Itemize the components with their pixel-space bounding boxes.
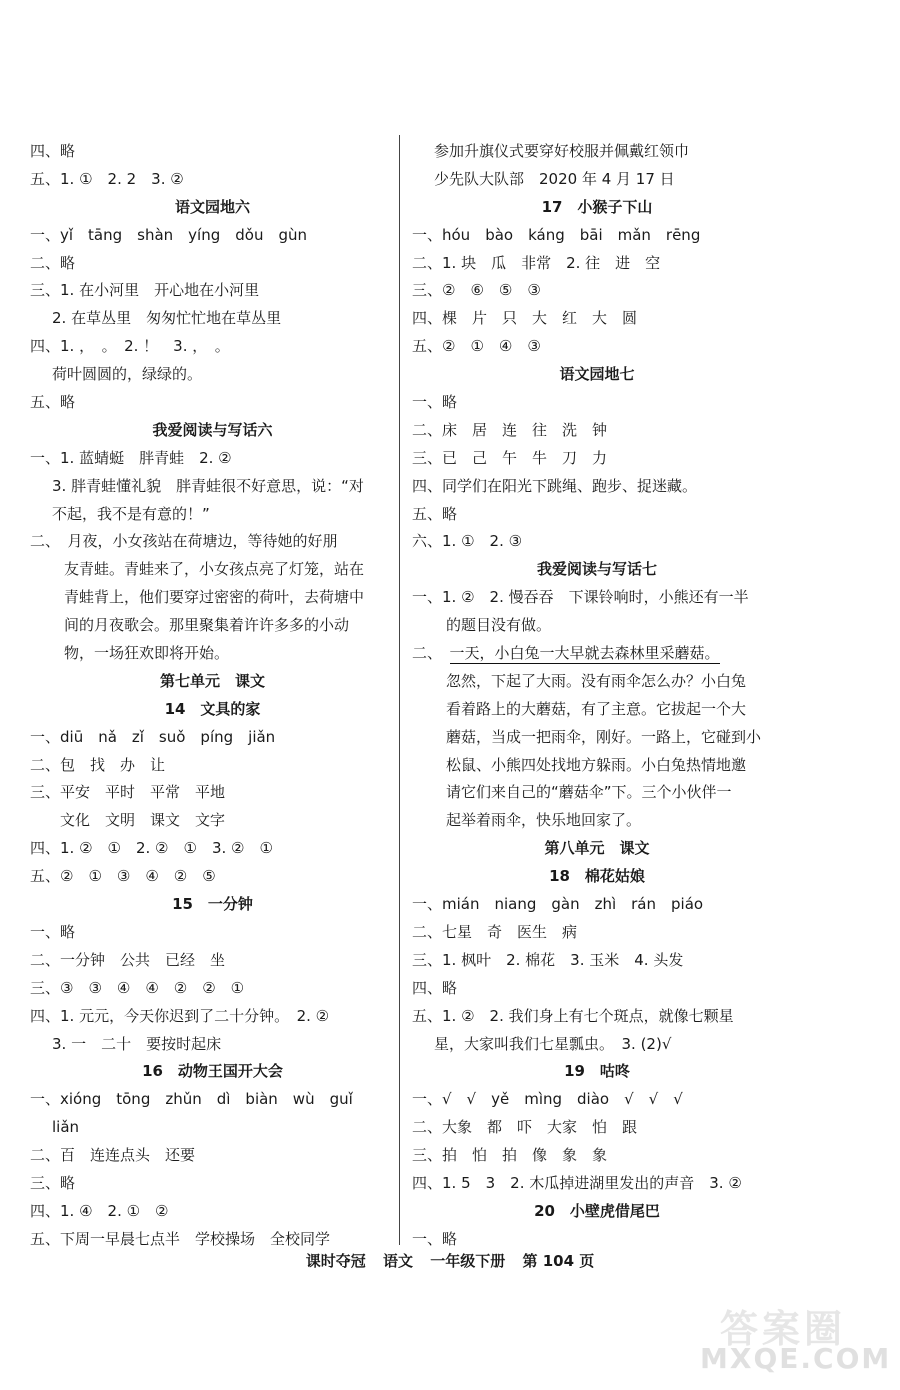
answer-line xyxy=(30,835,395,863)
left-column xyxy=(30,138,395,1254)
line-text: 请它们来自己的“蘑菇伞”下。三个小伙伴一 xyxy=(446,783,732,802)
answer-line xyxy=(412,445,782,473)
footer-subject: 语文 xyxy=(382,1252,413,1270)
answer-line xyxy=(412,528,782,556)
section-heading xyxy=(412,361,782,389)
line-text: 物，一场狂欢即将开始。 xyxy=(64,644,230,663)
line-text: 二、百 连连点头 还要 xyxy=(30,1146,196,1165)
answer-line xyxy=(412,417,782,445)
line-text: 二、略 xyxy=(30,253,76,272)
answer-line xyxy=(30,1086,395,1114)
line-text: 3. 一 二十 要按时起床 xyxy=(52,1034,222,1053)
line-text: 二、 月夜，小女孩站在荷塘边，等待她的好朋 xyxy=(30,532,338,551)
watermark xyxy=(700,1298,890,1383)
answer-line xyxy=(30,138,395,166)
line-text: 四、1. 元元，今天你迟到了二十分钟。 2. ② xyxy=(30,1006,330,1025)
answer-line xyxy=(412,138,782,166)
line-text: 四、棵 片 只 大 红 大 圆 xyxy=(412,309,638,328)
answer-line xyxy=(412,1031,782,1059)
answer-line xyxy=(30,361,395,389)
section-heading xyxy=(412,1198,782,1226)
line-text: 二、 xyxy=(412,644,450,663)
answer-line xyxy=(412,473,782,501)
line-text: 起举着雨伞，快乐地回家了。 xyxy=(446,811,642,830)
answer-line xyxy=(30,1170,395,1198)
answer-line xyxy=(412,1170,782,1198)
line-text: 四、同学们在阳光下跳绳、跑步、捉迷藏。 xyxy=(412,476,698,495)
line-text: 四、1. 5 3 2. 木瓜掉进湖里发出的声音 3. ② xyxy=(412,1173,742,1192)
line-text: 文化 文明 课文 文字 xyxy=(60,811,226,830)
line-text: 五、1. ② 2. 我们身上有七个斑点，就像七颗星 xyxy=(412,1006,734,1025)
line-text: 一、√ √ yě mìng diào √ √ √ xyxy=(412,1090,683,1109)
line-text: 14 文具的家 xyxy=(164,699,261,718)
section-heading xyxy=(30,194,395,222)
answer-line xyxy=(30,975,395,1003)
answer-line xyxy=(30,807,395,835)
answer-line xyxy=(412,501,782,529)
answer-line xyxy=(30,250,395,278)
answer-line xyxy=(412,222,782,250)
line-text: 三、略 xyxy=(30,1173,76,1192)
answer-line xyxy=(30,1003,395,1031)
answer-line xyxy=(412,1003,782,1031)
answer-line xyxy=(412,919,782,947)
page-footer xyxy=(0,1250,900,1271)
line-text: 语文园地六 xyxy=(174,197,250,216)
answer-line xyxy=(30,1114,395,1142)
line-text: 三、平安 平时 平常 平地 xyxy=(30,783,226,802)
line-text: 15 一分钟 xyxy=(172,895,253,914)
line-text: 五、略 xyxy=(412,504,458,523)
section-heading xyxy=(30,668,395,696)
line-text: 一、diū nǎ zǐ suǒ píng jiǎn xyxy=(30,727,276,746)
line-text: 四、1. ④ 2. ① ② xyxy=(30,1201,169,1220)
line-text: 三、② ⑥ ⑤ ③ xyxy=(412,281,541,300)
line-text: 一、hóu bào káng bāi mǎn rēng xyxy=(412,225,701,244)
answer-line xyxy=(412,779,782,807)
line-text: 忽然，下起了大雨。没有雨伞怎么办？小白兔 xyxy=(446,671,747,690)
answer-line xyxy=(412,947,782,975)
answer-line xyxy=(412,696,782,724)
line-text: 看着路上的大蘑菇，有了主意。它拔起一个大 xyxy=(446,699,747,718)
line-text: 五、1. ① 2. 2 3. ② xyxy=(30,169,184,188)
answer-line xyxy=(412,668,782,696)
answer-line xyxy=(412,724,782,752)
answer-line xyxy=(412,333,782,361)
answer-line xyxy=(30,1031,395,1059)
section-heading xyxy=(30,891,395,919)
section-heading xyxy=(30,1058,395,1086)
line-text: 二、床 居 连 往 洗 钟 xyxy=(412,420,608,439)
section-heading xyxy=(412,556,782,584)
line-text: 三、1. 枫叶 2. 棉花 3. 玉米 4. 头发 xyxy=(412,950,684,969)
answer-line xyxy=(412,1142,782,1170)
line-text: 间的月夜歌会。那里聚集着许许多多的小动 xyxy=(64,616,350,635)
answer-line xyxy=(30,333,395,361)
line-text: 一、略 xyxy=(30,922,76,941)
line-text: 二、大象 都 吓 大家 怕 跟 xyxy=(412,1118,638,1137)
answer-line xyxy=(30,863,395,891)
line-text: 一、略 xyxy=(412,1229,458,1248)
footer-grade: 一年级下册 xyxy=(430,1252,506,1270)
line-text: 第八单元 课文 xyxy=(544,839,650,858)
line-text: 一、xióng tōng zhǔn dì biàn wù guǐ xyxy=(30,1090,353,1109)
line-text: 一、yǐ tāng shàn yíng dǒu gùn xyxy=(30,225,307,244)
answer-line xyxy=(30,277,395,305)
answer-line xyxy=(30,752,395,780)
answer-line xyxy=(30,1142,395,1170)
line-text: 一、1. 蓝蜻蜓 胖青蛙 2. ② xyxy=(30,448,232,467)
answer-line xyxy=(412,584,782,612)
answer-line xyxy=(412,975,782,1003)
line-text: 荷叶圆圆的，绿绿的。 xyxy=(52,365,203,384)
line-text: 友青蛙。青蛙来了，小女孩点亮了灯笼，站在 xyxy=(64,560,365,579)
line-text: 一、1. ② 2. 慢吞吞 下课铃响时，小熊还有一半 xyxy=(412,588,749,607)
line-text: 20 小壁虎借尾巴 xyxy=(534,1201,660,1220)
answer-line xyxy=(30,556,395,584)
answer-line xyxy=(412,305,782,333)
line-text: 18 棉花姑娘 xyxy=(549,867,645,886)
line-text: 2. 在草丛里 匆匆忙忙地在草丛里 xyxy=(52,309,282,328)
answer-line xyxy=(412,250,782,278)
answer-line xyxy=(412,1114,782,1142)
section-heading xyxy=(30,417,395,445)
line-text: 二、七星 奇 医生 病 xyxy=(412,922,578,941)
answer-line xyxy=(412,752,782,780)
line-text: 参加升旗仪式要穿好校服并佩戴红领巾 xyxy=(434,142,690,160)
right-column xyxy=(412,138,782,1254)
line-text: liǎn xyxy=(52,1118,80,1137)
line-text: 三、已 己 午 牛 刀 力 xyxy=(412,448,608,467)
answer-line xyxy=(412,640,782,668)
answer-line xyxy=(30,947,395,975)
line-text: 二、包 找 办 让 xyxy=(30,755,166,774)
line-text: 我爱阅读与写话六 xyxy=(152,420,273,439)
section-heading xyxy=(412,194,782,222)
footer-page-number: 第 104 页 xyxy=(522,1252,595,1270)
watermark-site: MXQE.COM xyxy=(700,1342,892,1375)
section-heading xyxy=(412,863,782,891)
line-text: 少先队大队部 2020 年 4 月 17 日 xyxy=(434,169,675,188)
answer-line xyxy=(412,807,782,835)
line-text: 五、略 xyxy=(30,393,76,412)
answer-line xyxy=(30,1198,395,1226)
line-text: 的题目没有做。 xyxy=(446,616,552,635)
answer-line xyxy=(30,724,395,752)
line-text: 一、mián niang gàn zhì rán piáo xyxy=(412,895,704,914)
answer-line xyxy=(30,501,395,529)
line-text: 三、1. 在小河里 开心地在小河里 xyxy=(30,281,260,300)
section-heading xyxy=(412,1058,782,1086)
section-heading xyxy=(30,696,395,724)
answer-line xyxy=(412,277,782,305)
answer-line xyxy=(30,528,395,556)
line-text: 五、② ① ③ ④ ② ⑤ xyxy=(30,867,216,886)
line-text: 三、③ ③ ④ ④ ② ② ① xyxy=(30,978,245,997)
line-text: 五、② ① ④ ③ xyxy=(412,337,541,356)
watermark-logo: 答案圈 xyxy=(720,1307,847,1351)
answer-line xyxy=(412,1086,782,1114)
answer-line xyxy=(30,584,395,612)
line-text: 四、略 xyxy=(30,142,76,160)
footer-brand: 课时夺冠 xyxy=(305,1252,366,1270)
answer-line xyxy=(30,612,395,640)
line-text: 一、略 xyxy=(412,393,458,412)
line-text: 17 小猴子下山 xyxy=(541,197,653,216)
answer-line xyxy=(30,473,395,501)
line-text: 三、拍 怕 拍 像 象 象 xyxy=(412,1146,608,1165)
line-text: 四、1. ， 。 2. ！ 3. ， 。 xyxy=(30,337,230,356)
line-text: 第七单元 课文 xyxy=(159,671,265,690)
underlined-sentence: 一天，小白兔一大早就去森林里采蘑菇。 xyxy=(449,644,720,663)
answer-line xyxy=(412,612,782,640)
line-text: 蘑菇，当成一把雨伞，刚好。一路上，它碰到小 xyxy=(446,727,762,746)
answer-line xyxy=(412,166,782,194)
line-text: 语文园地七 xyxy=(559,365,635,384)
line-text: 3. 胖青蛙懂礼貌 胖青蛙很不好意思，说：“对 xyxy=(52,476,364,495)
line-text: 我爱阅读与写话七 xyxy=(536,560,657,579)
line-text: 四、略 xyxy=(412,978,458,997)
answer-line xyxy=(412,891,782,919)
line-text: 五、下周一早晨七点半 学校操场 全校同学 xyxy=(30,1229,331,1248)
column-divider xyxy=(399,135,400,1245)
answer-line xyxy=(30,389,395,417)
answer-line xyxy=(30,779,395,807)
line-text: 二、1. 块 瓜 非常 2. 往 进 空 xyxy=(412,253,661,272)
answer-line xyxy=(30,445,395,473)
line-text: 松鼠、小熊四处找地方躲雨。小白兔热情地邀 xyxy=(446,755,747,774)
line-text: 不起，我不是有意的！” xyxy=(52,504,210,523)
line-text: 19 咕咚 xyxy=(564,1062,630,1081)
line-text: 16 动物王国开大会 xyxy=(142,1062,283,1081)
section-heading xyxy=(412,835,782,863)
line-text: 二、一分钟 公共 已经 坐 xyxy=(30,950,226,969)
answer-line xyxy=(412,389,782,417)
answer-line xyxy=(30,640,395,668)
line-text: 青蛙背上，他们要穿过密密的荷叶，去荷塘中 xyxy=(64,588,365,607)
answer-line xyxy=(30,222,395,250)
answer-line xyxy=(30,305,395,333)
line-text: 星，大家叫我们七星瓢虫。 3. (2)√ xyxy=(434,1034,672,1053)
line-text: 四、1. ② ① 2. ② ① 3. ② ① xyxy=(30,839,273,858)
line-text: 六、1. ① 2. ③ xyxy=(412,532,523,551)
answer-line xyxy=(30,166,395,194)
answer-line xyxy=(30,919,395,947)
